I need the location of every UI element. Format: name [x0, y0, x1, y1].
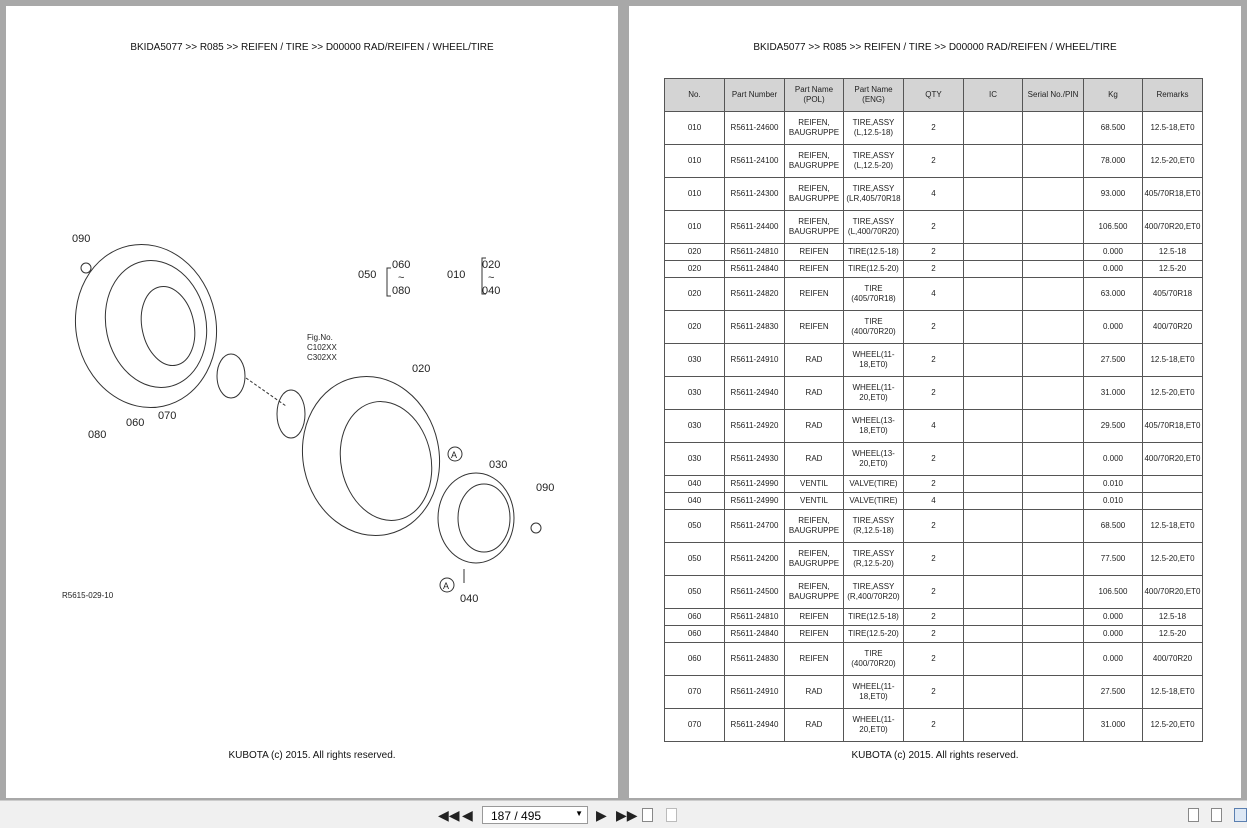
- cell-rem: 12.5-18: [1143, 244, 1203, 261]
- callout-label: 040: [482, 285, 501, 297]
- cell-pn: R5611-24910: [725, 344, 785, 377]
- cell-kg: 0.000: [1084, 643, 1143, 676]
- cell-ic: [964, 278, 1023, 311]
- cell-eng: TIRE (400/70R20): [844, 643, 904, 676]
- cell-eng: TIRE(12.5-18): [844, 609, 904, 626]
- cell-qty: 2: [904, 676, 964, 709]
- callout-label: 020: [412, 363, 431, 375]
- cell-rem: 400/70R20: [1143, 643, 1203, 676]
- cell-serial: [1023, 178, 1084, 211]
- cell-pol: RAD: [785, 676, 844, 709]
- table-row: [665, 493, 1203, 510]
- cell-kg: 63.000: [1084, 278, 1143, 311]
- previous-view-icon[interactable]: [642, 808, 653, 822]
- table-row: [665, 676, 1203, 709]
- callout-label: 080: [392, 285, 411, 297]
- cell-pol: REIFEN, BAUGRUPPE: [785, 576, 844, 609]
- table-row: [665, 311, 1203, 344]
- cell-serial: [1023, 211, 1084, 244]
- cell-ic: [964, 543, 1023, 576]
- cell-serial: [1023, 112, 1084, 145]
- next-view-icon[interactable]: [666, 808, 677, 822]
- cell-kg: 0.000: [1084, 626, 1143, 643]
- cell-rem: 12.5-18,ET0: [1143, 112, 1203, 145]
- cell-eng: TIRE(12.5-18): [844, 244, 904, 261]
- cell-rem: 400/70R20,ET0: [1143, 576, 1203, 609]
- cell-pn: R5611-24100: [725, 145, 785, 178]
- cell-pol: REIFEN, BAUGRUPPE: [785, 112, 844, 145]
- cell-ic: [964, 709, 1023, 742]
- cell-qty: 2: [904, 244, 964, 261]
- cell-no: 030: [665, 377, 725, 410]
- cell-ic: [964, 493, 1023, 510]
- table-row: [665, 244, 1203, 261]
- page-number-input[interactable]: [482, 806, 588, 824]
- cell-kg: 29.500: [1084, 410, 1143, 443]
- cell-rem: [1143, 493, 1203, 510]
- cell-kg: 77.500: [1084, 543, 1143, 576]
- cell-serial: [1023, 344, 1084, 377]
- cell-ic: [964, 626, 1023, 643]
- cell-eng: TIRE,ASSY (R,12.5-20): [844, 543, 904, 576]
- table-row: [665, 211, 1203, 244]
- cell-pol: REIFEN: [785, 311, 844, 344]
- cell-pn: R5611-24200: [725, 543, 785, 576]
- cell-no: 060: [665, 609, 725, 626]
- cell-qty: 4: [904, 410, 964, 443]
- cell-ic: [964, 676, 1023, 709]
- cell-pn: R5611-24830: [725, 643, 785, 676]
- cell-kg: 68.500: [1084, 112, 1143, 145]
- cell-pol: REIFEN: [785, 278, 844, 311]
- cell-kg: 0.000: [1084, 311, 1143, 344]
- cell-ic: [964, 244, 1023, 261]
- cell-ic: [964, 476, 1023, 493]
- cell-qty: 2: [904, 576, 964, 609]
- cell-qty: 2: [904, 609, 964, 626]
- column-header: Part Name (POL): [785, 79, 844, 112]
- cell-serial: [1023, 576, 1084, 609]
- left-page: [6, 6, 618, 798]
- cell-rem: 12.5-20,ET0: [1143, 145, 1203, 178]
- cell-pol: RAD: [785, 709, 844, 742]
- cell-kg: 106.500: [1084, 211, 1143, 244]
- cell-kg: 0.010: [1084, 493, 1143, 510]
- cell-rem: 12.5-20,ET0: [1143, 543, 1203, 576]
- cell-qty: 2: [904, 261, 964, 278]
- cell-qty: 2: [904, 377, 964, 410]
- cell-pn: R5611-24600: [725, 112, 785, 145]
- table-row: [665, 609, 1203, 626]
- column-header: Serial No./PIN: [1023, 79, 1084, 112]
- cell-no: 070: [665, 709, 725, 742]
- cell-pn: R5611-24920: [725, 410, 785, 443]
- cell-qty: 2: [904, 476, 964, 493]
- table-row: [665, 626, 1203, 643]
- cell-no: 020: [665, 278, 725, 311]
- cell-ic: [964, 112, 1023, 145]
- cell-qty: 2: [904, 510, 964, 543]
- cell-ic: [964, 377, 1023, 410]
- table-row: [665, 476, 1203, 493]
- cell-ic: [964, 145, 1023, 178]
- cell-no: 010: [665, 211, 725, 244]
- cell-pn: R5611-24700: [725, 510, 785, 543]
- cell-pn: R5611-24940: [725, 709, 785, 742]
- table-row: [665, 510, 1203, 543]
- cell-eng: TIRE,ASSY (LR,405/70R18: [844, 178, 904, 211]
- callout-label: 060: [392, 259, 411, 271]
- callout-label: 070: [158, 410, 177, 422]
- fig-no-label: C302XX: [307, 353, 337, 362]
- cell-rem: 405/70R18: [1143, 278, 1203, 311]
- cell-pol: REIFEN: [785, 244, 844, 261]
- callout-label: 060: [126, 417, 145, 429]
- table-row: [665, 377, 1203, 410]
- cell-pn: R5611-24300: [725, 178, 785, 211]
- cell-no: 020: [665, 311, 725, 344]
- callout-label: 010: [447, 269, 466, 281]
- drawing-id: R5615-029-10: [62, 591, 114, 600]
- cell-serial: [1023, 609, 1084, 626]
- cell-serial: [1023, 410, 1084, 443]
- cell-pn: R5611-24810: [725, 244, 785, 261]
- cell-pn: R5611-24500: [725, 576, 785, 609]
- cell-eng: TIRE,ASSY (L,12.5-18): [844, 112, 904, 145]
- cell-pol: REIFEN, BAUGRUPPE: [785, 211, 844, 244]
- right-page: [629, 6, 1241, 798]
- cell-qty: 2: [904, 709, 964, 742]
- cell-eng: WHEEL(11-18,ET0): [844, 344, 904, 377]
- cell-no: 070: [665, 676, 725, 709]
- cell-no: 030: [665, 410, 725, 443]
- cell-no: 010: [665, 112, 725, 145]
- cell-qty: 2: [904, 344, 964, 377]
- cell-no: 050: [665, 510, 725, 543]
- cell-no: 030: [665, 344, 725, 377]
- table-row: [665, 145, 1203, 178]
- cell-pn: R5611-24990: [725, 493, 785, 510]
- cell-serial: [1023, 261, 1084, 278]
- cell-rem: 400/70R20: [1143, 311, 1203, 344]
- cell-serial: [1023, 278, 1084, 311]
- cell-ic: [964, 643, 1023, 676]
- callout-label: 090: [536, 482, 555, 494]
- cell-rem: 12.5-20,ET0: [1143, 709, 1203, 742]
- exploded-parts-diagram: [6, 6, 618, 798]
- callout-label: 030: [489, 459, 508, 471]
- cell-pn: R5611-24840: [725, 261, 785, 278]
- cell-no: 040: [665, 476, 725, 493]
- cell-kg: 31.000: [1084, 377, 1143, 410]
- page-indicator: 187 / 495: [491, 809, 542, 823]
- table-row: [665, 543, 1203, 576]
- cell-eng: TIRE,ASSY (R,12.5-18): [844, 510, 904, 543]
- table-row: [665, 261, 1203, 278]
- cell-kg: 93.000: [1084, 178, 1143, 211]
- column-header: Kg: [1084, 79, 1143, 112]
- cell-pol: RAD: [785, 443, 844, 476]
- cell-rem: 12.5-18,ET0: [1143, 344, 1203, 377]
- cell-no: 020: [665, 244, 725, 261]
- column-header: QTY: [904, 79, 964, 112]
- cell-kg: 0.010: [1084, 476, 1143, 493]
- table-row: [665, 643, 1203, 676]
- cell-serial: [1023, 493, 1084, 510]
- callout-label: 020: [482, 259, 501, 271]
- column-header: No.: [665, 79, 725, 112]
- callout-label: 040: [460, 593, 479, 605]
- cell-serial: [1023, 510, 1084, 543]
- cell-qty: 4: [904, 493, 964, 510]
- cell-kg: 68.500: [1084, 510, 1143, 543]
- cell-kg: 0.000: [1084, 443, 1143, 476]
- cell-rem: 400/70R20,ET0: [1143, 211, 1203, 244]
- cell-serial: [1023, 311, 1084, 344]
- cell-ic: [964, 178, 1023, 211]
- cell-qty: 2: [904, 211, 964, 244]
- cell-qty: 2: [904, 643, 964, 676]
- cell-rem: 12.5-20: [1143, 261, 1203, 278]
- cell-ic: [964, 443, 1023, 476]
- cell-serial: [1023, 626, 1084, 643]
- cell-ic: [964, 211, 1023, 244]
- cell-pn: R5611-24820: [725, 278, 785, 311]
- continuous-view-icon[interactable]: [1211, 808, 1222, 822]
- cell-eng: TIRE,ASSY (R,400/70R20): [844, 576, 904, 609]
- cell-pol: REIFEN: [785, 261, 844, 278]
- fig-no-label: C102XX: [307, 343, 337, 352]
- table-row: [665, 278, 1203, 311]
- cell-qty: 4: [904, 278, 964, 311]
- cell-serial: [1023, 643, 1084, 676]
- column-header: Part Name (ENG): [844, 79, 904, 112]
- cell-pn: R5611-24910: [725, 676, 785, 709]
- cell-eng: VALVE(TIRE): [844, 493, 904, 510]
- cell-no: 010: [665, 145, 725, 178]
- cell-eng: VALVE(TIRE): [844, 476, 904, 493]
- table-row: [665, 178, 1203, 211]
- cell-pn: R5611-24830: [725, 311, 785, 344]
- cell-kg: 31.000: [1084, 709, 1143, 742]
- cell-kg: 27.500: [1084, 344, 1143, 377]
- cell-pol: RAD: [785, 377, 844, 410]
- cell-pol: REIFEN: [785, 626, 844, 643]
- cell-eng: TIRE (405/70R18): [844, 278, 904, 311]
- cell-serial: [1023, 377, 1084, 410]
- cell-eng: WHEEL(13-18,ET0): [844, 410, 904, 443]
- callout-label: 080: [88, 429, 107, 441]
- fig-no-label: Fig.No.: [307, 333, 333, 342]
- cell-qty: 2: [904, 145, 964, 178]
- cell-rem: 400/70R20,ET0: [1143, 443, 1203, 476]
- page-header: BKIDA5077 >> R085 >> REIFEN / TIRE >> D00000 RAD/REIFEN / WHEEL/TIRE: [753, 42, 1117, 53]
- cell-kg: 0.000: [1084, 261, 1143, 278]
- callout-label: ~: [488, 272, 495, 284]
- cell-pol: RAD: [785, 344, 844, 377]
- cell-serial: [1023, 244, 1084, 261]
- callout-label: A: [451, 450, 458, 460]
- cell-eng: WHEEL(11-20,ET0): [844, 709, 904, 742]
- cell-no: 050: [665, 576, 725, 609]
- viewer-toolbar: [0, 800, 1247, 828]
- cell-eng: WHEEL(13-20,ET0): [844, 443, 904, 476]
- cell-kg: 78.000: [1084, 145, 1143, 178]
- cell-serial: [1023, 543, 1084, 576]
- cell-pol: VENTIL: [785, 476, 844, 493]
- chevron-down-icon[interactable]: ▼: [575, 809, 583, 818]
- page-footer: KUBOTA (c) 2015. All rights reserved.: [851, 750, 1019, 761]
- cell-kg: 106.500: [1084, 576, 1143, 609]
- cell-qty: 2: [904, 112, 964, 145]
- cell-serial: [1023, 443, 1084, 476]
- cell-serial: [1023, 676, 1084, 709]
- cell-rem: 12.5-18: [1143, 609, 1203, 626]
- callout-label: A: [443, 581, 450, 591]
- callout-label: 090: [72, 233, 91, 245]
- cell-no: 030: [665, 443, 725, 476]
- cell-rem: 12.5-20: [1143, 626, 1203, 643]
- page-header: BKIDA5077 >> R085 >> REIFEN / TIRE >> D00000 RAD/REIFEN / WHEEL/TIRE: [130, 42, 494, 53]
- cell-ic: [964, 510, 1023, 543]
- cell-eng: WHEEL(11-20,ET0): [844, 377, 904, 410]
- callout-labels: [72, 233, 554, 605]
- previous-page-button[interactable]: ◀: [462, 807, 473, 823]
- facing-pages-view-icon[interactable]: [1234, 808, 1247, 822]
- cell-rem: 12.5-18,ET0: [1143, 676, 1203, 709]
- cell-serial: [1023, 476, 1084, 493]
- parts-table: [664, 78, 1203, 742]
- cell-pol: REIFEN: [785, 609, 844, 626]
- first-page-button[interactable]: ◀◀: [438, 807, 460, 823]
- last-page-button[interactable]: ▶▶: [616, 807, 638, 823]
- cell-pn: R5611-24940: [725, 377, 785, 410]
- cell-kg: 0.000: [1084, 609, 1143, 626]
- cell-pn: R5611-24810: [725, 609, 785, 626]
- column-header: Part Number: [725, 79, 785, 112]
- cell-ic: [964, 344, 1023, 377]
- cell-pn: R5611-24840: [725, 626, 785, 643]
- table-row: [665, 709, 1203, 742]
- cell-rem: 12.5-20,ET0: [1143, 377, 1203, 410]
- cell-pol: REIFEN, BAUGRUPPE: [785, 510, 844, 543]
- cell-pol: REIFEN, BAUGRUPPE: [785, 543, 844, 576]
- cell-pol: RAD: [785, 410, 844, 443]
- cell-qty: 2: [904, 543, 964, 576]
- cell-serial: [1023, 145, 1084, 178]
- cell-no: 050: [665, 543, 725, 576]
- cell-ic: [964, 261, 1023, 278]
- cell-kg: 0.000: [1084, 244, 1143, 261]
- cell-pn: R5611-24930: [725, 443, 785, 476]
- cell-pol: REIFEN: [785, 643, 844, 676]
- cell-eng: TIRE,ASSY (L,12.5-20): [844, 145, 904, 178]
- cell-qty: 2: [904, 443, 964, 476]
- cell-ic: [964, 410, 1023, 443]
- cell-rem: 405/70R18,ET0: [1143, 178, 1203, 211]
- cell-rem: [1143, 476, 1203, 493]
- cell-serial: [1023, 709, 1084, 742]
- cell-no: 040: [665, 493, 725, 510]
- cell-no: 060: [665, 626, 725, 643]
- cell-eng: WHEEL(11-18,ET0): [844, 676, 904, 709]
- cell-qty: 2: [904, 311, 964, 344]
- next-page-button[interactable]: ▶: [596, 807, 607, 823]
- page-footer: KUBOTA (c) 2015. All rights reserved.: [228, 750, 396, 761]
- cell-rem: 405/70R18,ET0: [1143, 410, 1203, 443]
- cell-pol: VENTIL: [785, 493, 844, 510]
- cell-ic: [964, 576, 1023, 609]
- cell-no: 010: [665, 178, 725, 211]
- cell-pn: R5611-24990: [725, 476, 785, 493]
- cell-eng: TIRE (400/70R20): [844, 311, 904, 344]
- table-row: [665, 443, 1203, 476]
- table-row: [665, 344, 1203, 377]
- table-row: [665, 576, 1203, 609]
- cell-ic: [964, 311, 1023, 344]
- cell-eng: TIRE(12.5-20): [844, 261, 904, 278]
- cell-no: 020: [665, 261, 725, 278]
- table-row: [665, 112, 1203, 145]
- cell-no: 060: [665, 643, 725, 676]
- table-row: [665, 410, 1203, 443]
- column-header: Remarks: [1143, 79, 1203, 112]
- column-header: IC: [964, 79, 1023, 112]
- cell-eng: TIRE,ASSY (L,400/70R20): [844, 211, 904, 244]
- cell-pol: REIFEN, BAUGRUPPE: [785, 178, 844, 211]
- cell-pol: REIFEN, BAUGRUPPE: [785, 145, 844, 178]
- callout-label: ~: [398, 272, 405, 284]
- cell-kg: 27.500: [1084, 676, 1143, 709]
- cell-pn: R5611-24400: [725, 211, 785, 244]
- cell-ic: [964, 609, 1023, 626]
- cell-qty: 2: [904, 626, 964, 643]
- single-page-view-icon[interactable]: [1188, 808, 1199, 822]
- cell-rem: 12.5-18,ET0: [1143, 510, 1203, 543]
- cell-qty: 4: [904, 178, 964, 211]
- callout-label: 050: [358, 269, 377, 281]
- cell-eng: TIRE(12.5-20): [844, 626, 904, 643]
